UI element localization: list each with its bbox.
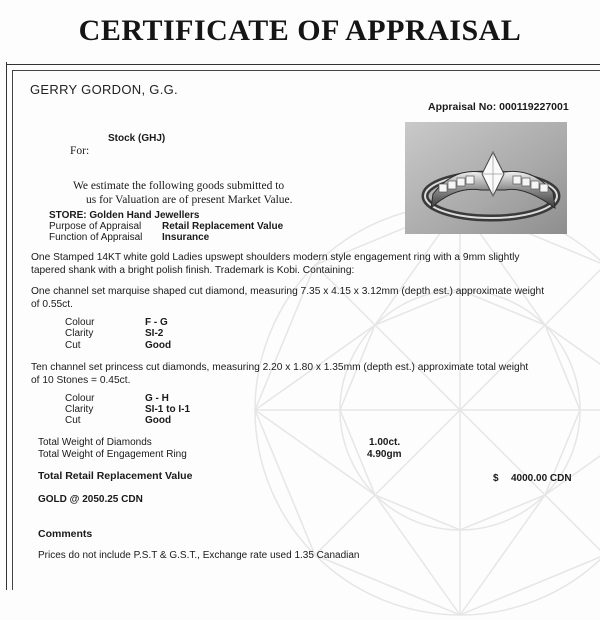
stone1-cut-value: Good: [145, 340, 172, 351]
stone1-colour-label: Colour: [65, 317, 95, 328]
stock-label: Stock (GHJ): [108, 133, 166, 144]
ring-photo: [405, 122, 567, 234]
stone2-clarity-value: SI-1 to I-1: [145, 404, 191, 415]
frame-top-outer: [6, 64, 600, 65]
stone2-cut-value: Good: [145, 415, 172, 426]
purpose-label: Purpose of Appraisal: [49, 221, 142, 232]
certificate-title: CERTIFICATE OF APPRAISAL: [78, 14, 522, 47]
stone1-description: One channel set marquise shaped cut diamond, measuring 7.35 x 4.15 x 3.12mm (depth est.) approximate weight of 0.55ct.: [31, 286, 545, 310]
comments-text: Prices do not include P.S.T & G.S.T., Exchange rate used 1.35 Canadian: [38, 550, 360, 561]
stone2-description: Ten channel set princess cut diamonds, measuring 2.20 x 1.80 x 1.35mm (depth est.) approximate total weight of 10 Stones = 0.45ct.: [31, 362, 529, 386]
total-diamonds-value: 1.00ct.: [369, 437, 401, 448]
intro-line-2: us for Valuation are of present Market Value.: [86, 194, 293, 206]
function-value: Insurance: [162, 232, 210, 243]
stone2-clarity-label: Clarity: [65, 404, 94, 415]
comments-heading: Comments: [38, 528, 93, 540]
frame-left-outer: [6, 62, 7, 590]
stone1-clarity-label: Clarity: [65, 328, 94, 339]
purpose-value: Retail Replacement Value: [162, 221, 284, 232]
stone2-colour-value: G - H: [145, 393, 169, 404]
stone1-cut-label: Cut: [65, 340, 81, 351]
stone2-cut-label: Cut: [65, 415, 81, 426]
gold-price: GOLD @ 2050.25 CDN: [38, 494, 143, 505]
ring-description: One Stamped 14KT white gold Ladies upswept shoulders modern style engagement ring with a 9mm slightly tapered shank with a bright polish finish. Trademark is Kobi. Containing:: [31, 252, 520, 276]
frame-left-inner: [12, 70, 13, 590]
total-diamonds-label: Total Weight of Diamonds: [38, 437, 152, 448]
stone2-colour-label: Colour: [65, 393, 95, 404]
stone1-colour-value: F - G: [145, 317, 168, 328]
intro-line-1: We estimate the following goods submitted to: [73, 180, 285, 192]
for-label: For:: [70, 145, 90, 157]
total-ring-label: Total Weight of Engagement Ring: [38, 449, 187, 460]
total-retail-value: 4000.00 CDN: [511, 473, 572, 484]
total-retail-label: Total Retail Replacement Value: [38, 470, 193, 482]
function-label: Function of Appraisal: [49, 232, 143, 243]
appraisal-number: Appraisal No: 000119227001: [428, 101, 569, 113]
total-ring-value: 4.90gm: [367, 449, 402, 460]
store-name: STORE: Golden Hand Jewellers: [49, 210, 200, 221]
appraiser-name: GERRY GORDON, G.G.: [30, 82, 178, 97]
currency-symbol: $: [493, 473, 499, 484]
frame-top-inner: [12, 70, 600, 71]
stone1-clarity-value: SI-2: [145, 328, 164, 339]
